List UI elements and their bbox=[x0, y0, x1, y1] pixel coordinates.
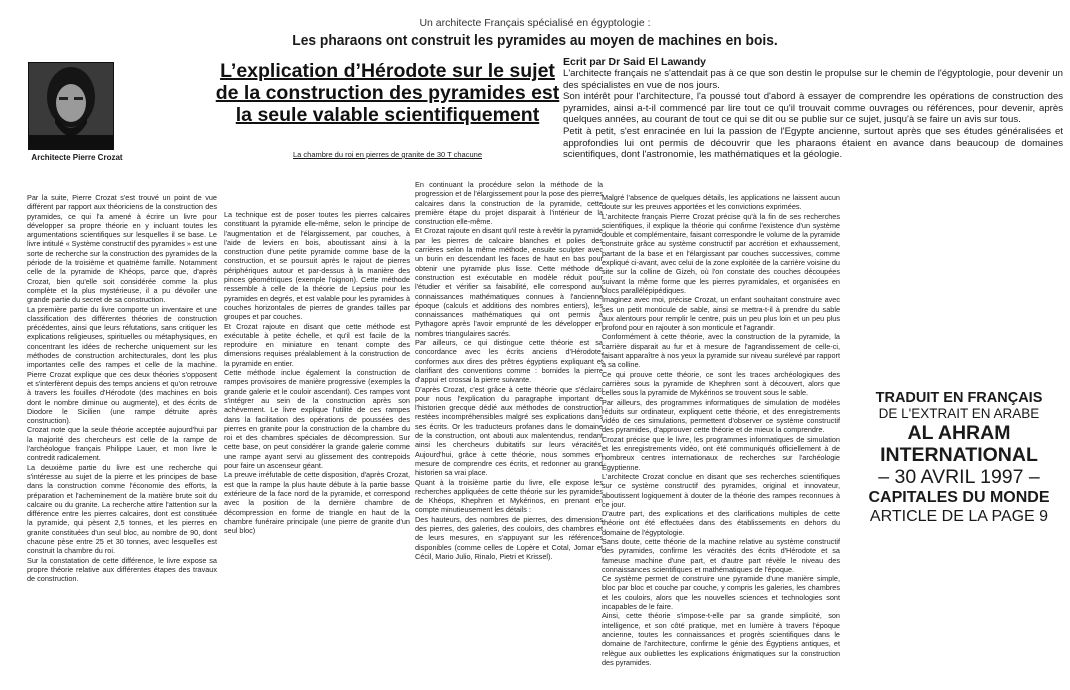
source-publication: AL AHRAM bbox=[907, 422, 1011, 444]
paragraph: La première partie du livre comporte un inventaire et une classification des différentes théories de construction précédentes, ainsi que leurs réfutations, sans critiquer les explications religieuses, spirituelles ou métaphysiques, en concentrant les idées de recherche uniquement sur les méthodes de construction architecturales, dont les plus importantes celle des rampes et celle de la machine. Pierre Crozat explique que ces deux théories s'opposent et s'interfèrent depuis des temps anciens et qu'on retrouve à travers les fouilles d'Hérodote (des machines en bois dont le nombre diminue ou augmente), et des écrits de Diodore le Sicilien (une rampe détruite après construction). bbox=[27, 304, 217, 426]
article-title: L’explication d’Hérodote sur le sujet de la construction des pyramides est la seule valable scientifiquement bbox=[215, 60, 560, 126]
paragraph: Et Crozat rajoute en disant que cette méthode est exécutable à petite échelle, et qu'il est facile de la reproduire en miniature en tenant compte des dimensions requises préalablement à la construction de la pyramide en entier. bbox=[224, 321, 410, 368]
headline: Les pharaons ont construit les pyramides au moyen de machines en bois. bbox=[292, 32, 778, 49]
paragraph: Imaginez avec moi, précise Crozat, un enfant souhaitant construire avec ses un petit monticule de sable, ainsi se mettra-t-il à prendre du sable aux alentours pour remplir le centre, puis un peu plus loin et un peu plus profond pour en rajouter à son monticule et l'agrandir. bbox=[602, 295, 840, 333]
paragraph: Ce système permet de construire une pyramide d'une manière simple, bloc par bloc et couche par couche, y compris les galeries, les chambres et les couloirs, alors que les nouvelles sciences et technologies sont incapables de le faire. bbox=[602, 574, 840, 612]
source-date: – 30 AVRIL 1997 – bbox=[878, 466, 1040, 488]
column-4 bbox=[602, 193, 840, 667]
paragraph: L'architecte Crozat conclue en disant que ses recherches scientifiques sur ce système constructif des pyramides, original et innovateur, aboutissent logiquement à douter de la théorie des rampes reconnues à ce jour. bbox=[602, 471, 840, 509]
paragraph: Des hauteurs, des nombres de pierres, des dimensions des pierres, des galeries, des couloirs, des chambres et de leurs mesures, en s'appuyant sur les références disponibles (comme celles de Lopère et Cotal, Jomar et Cécil, Mario Julio, Rinalo, Pietri et Krissel). bbox=[415, 514, 603, 561]
paragraph: D'autre part, des explications et des clarifications multiples de cette théorie ont été effectuées dans des établissements en dehors du domaine de l'égyptologie. bbox=[602, 509, 840, 537]
paragraph: Cette méthode inclue également la construction de rampes provisoires de manière progressive (exemples la grande galerie et le couloir ascendant). Ces rampes vont s'intégrer au sein de la construction après son achèvement. Le livre explique l'utilité de ces rampes dans la facilitation des opérations de poussées des pierres en granite pour la construction de la chambre du roi et des chambres spéciales de décompression. Sur cette base, on peut considérer la grande galerie comme une rampe ayant servi au glissement des contrepoids pour faire un ascenseur géant. bbox=[224, 368, 410, 471]
column-3 bbox=[415, 180, 603, 561]
paragraph: La preuve irréfutable de cette disposition, d'après Crozat, est que la rampe la plus haute débute à la partie basse extérieure de la face nord de la pyramide, et correspond avec la position de la dernière chambre de décompression en forme de triangle en haut de la chambre funéraire principale (une pierre de granite d'un seul bloc) bbox=[224, 470, 410, 536]
intro-paragraph: Petit à petit, s'est enracinée en lui la passion de l'Egypte ancienne, surtout après que ses études généralisées et approfondies lui ont permis de découvrir que les pharaons étaient en avance dans beaucoup de domaines scientifiques, dont l'astronomie, les mathématiques et la géologie. bbox=[563, 125, 1063, 161]
source-section: CAPITALES DU MONDE bbox=[868, 489, 1050, 506]
intro-paragraph: Son intérêt pour l'architecture, l'a poussé tout d'abord à essayer de comprendre les opérations de construction des pyramides, ainsi a-t-il commencé par lire tout ce qu'il trouvait comme ouvrages ou références, pour devenir, après quelques années, au courant de tout ce qui se dit ou se publie sur ce sujet, jusqu'à se faire un avis sur tous. bbox=[563, 91, 1063, 126]
portrait-photo-icon bbox=[28, 62, 114, 150]
paragraph: Malgré l'absence de quelques détails, les applications ne laissent aucun doute sur les preuves apportées et les convictions exprimées. bbox=[602, 193, 840, 212]
source-page: ARTICLE DE LA PAGE 9 bbox=[869, 508, 1049, 525]
column-1 bbox=[27, 193, 217, 583]
paragraph: Conformément à cette théorie, avec la construction de la pyramide, la carrière disparait au fur et à mesure de l'agrandissement de celle-ci, faisant apparaître à nos yeux la pyramide sur niveau surélevé par rapport à sa colline. bbox=[602, 332, 840, 370]
source-line: DE L'EXTRAIT EN ARABE bbox=[878, 406, 1040, 421]
paragraph: La technique est de poser toutes les pierres calcaires constituant la pyramide elle-même, selon le principe de l'augmentation et de l'élargissement, par couches, à l'aide de leviers en bois, aboutissant ainsi à la construction d'une petite pyramide comme base de la construction, et se poursuit après le rajout de pierres périphériques autour et par-dessus à la manière des pinces géométriques (exemple l'oignon). Cette méthode ressemble à celle de la théorie de Lepsius pour les pyramides en degrés, et est valable pour les pyramides à couches horizontales de pierres de grandes tailles par groupes et par couches. bbox=[224, 210, 410, 322]
paragraph: L'architecte français Pierre Crozat précise qu'à la fin de ses recherches scientifiques, il explique la théorie qui confirme l'existence d'un système double et complémentaire, faisant correspondre le volume de la pyramide construite grâce au système constructif par accrétion et exhaussement, partant de la base et en l'élargissant par couches successives, comme expliqué ci-avant, avec celui de la zone exploitée de la carrière voisine du site sur la colline de Gizeh, où l'on constate des couches découpées suivant la même forme que les pierres pyramidales, et organisées en blocs parallélépipédiques. bbox=[602, 211, 840, 295]
intro-text bbox=[563, 68, 1063, 161]
paragraph: D'après Crozat, c'est grâce à cette théorie que s'éclairci pour nous l'explication du paragraphe important de l'historien grecque dédié aux méthodes de construction restées incompréhensibles malgré ses explications dans ses écrits. Or les traducteurs profanes dans le domaine de la construction, ont abouti aux malentendus, rendant ainsi les chercheurs dubitatifs sur leurs véracités. Aujourd'hui, grâce à cette théorie, nous sommes en mesure de comprendre ces écrits, et redonner au grand historien sa vrai place. bbox=[415, 384, 603, 478]
kicker: Un architecte Français spécialisé en égyptologie : bbox=[419, 17, 651, 29]
paragraph: Par ailleurs, ce qui distingue cette théorie est sa concordance avec les écrits anciens d'Hérodote, conformes aux dires des prêtres égyptiens expliquant et clarifiant des conventions comme : bornides la pierre d'appui et crossai la pierre suivante. bbox=[415, 338, 603, 385]
paragraph: Ce qui prouve cette théorie, ce sont les traces archéologiques des carrières sous la pyramide de Khephren sont à découvert, alors que celles sous la pyramide de Mykérinos se trouvent sous le sable. bbox=[602, 369, 840, 398]
paragraph: Sur la constatation de cette différence, le livre expose sa propre théorie relative aux différentes étapes des travaux de construction. bbox=[27, 555, 217, 584]
intro-paragraph: L'architecte français ne s'attendait pas à ce que son destin le propulse sur le chemin de l'égyptologie, pour devenir un des spécialistes en vue de nos jours. bbox=[563, 68, 1063, 91]
paragraph: Par la suite, Pierre Crozat s'est trouvé un point de vue différent par rapport aux théoriciens de la construction des pyramides, ce qui l'a amené à écrire un livre pour développer sa propre théorie en y incluant toutes les argumentations scientifiques sur lesquelles il se base. Le livre intitulé « Système constructif des pyramides » est une sorte de recherche sur la construction des pyramides de la période de la troisième et quatrième famille. Notamment celle de la pyramide de Khéops, parce que, d'après Crozat, bien qu'elle soit considérée comme la plus complète et la plus mystérieuse, il a pu dévoiler une grande partie du secret de sa construction. bbox=[27, 193, 217, 305]
source-line: TRADUIT EN FRANÇAIS bbox=[875, 390, 1043, 406]
source-box bbox=[848, 390, 1070, 526]
paragraph: Crozat précise que le livre, les programmes informatiques de simulation et les enregistrements vidéo, ont été communiqués officiellement à de nombreux centres internationaux de recherches sur l'archéologie Égyptienne. bbox=[602, 434, 840, 472]
column-2 bbox=[224, 210, 410, 535]
photo-caption: Architecte Pierre Crozat bbox=[31, 153, 123, 162]
paragraph: Par ailleurs, des programmes informatiques de simulation de modèles réduits sur ordinateur, expliquent cette théorie, et des enregistrements vidéo de ces simulations, permettent d'observer ce système constructif des pyramides, d'approuver cette théorie et de mieux la comprendre. bbox=[602, 397, 840, 435]
article-subtitle: La chambre du roi en pierres de granite de 30 T chacune bbox=[292, 150, 482, 159]
paragraph: En continuant la procédure selon la méthode de la progression et de l'élargissement pour la pose des pierres calcaires dans la construction de la pyramide, cette première étape du projet disparait à l'intérieur de la construction elle-même. bbox=[415, 180, 603, 227]
paragraph: Ainsi, cette théorie s'impose-t-elle par sa grande simplicité, son intelligence, et son côté pratique, met en lumière à travers l'époque ancienne, toutes les connaissances et progrès scientifiques dans le domaine de l'architecture, confirme le génie des Égyptiens antiques, et relègue aux oubliettes les explications énigmatiques sur la construction des pyramides. bbox=[602, 611, 840, 667]
source-publication: INTERNATIONAL bbox=[880, 444, 1038, 466]
paragraph: Crozat note que la seule théorie acceptée aujourd'hui par la majorité des chercheurs est celle de la rampe de l'archéologue français Philippe Lauer, et mon livre le contredit radicalement. bbox=[27, 425, 217, 463]
byline: Ecrit par Dr Said El Lawandy bbox=[563, 56, 706, 68]
paragraph: La deuxième partie du livre est une recherche qui s'intéresse au sujet de la pierre et les principes de base dans la construction comme l'économie des efforts, la préparation et l'acheminement de la matière brute soit du calcaire ou du granite. La recherche attire l'attention sur la différence entre les pierres calcaires, dont est constituée la pyramide, qui pèsent 2,5 tonnes, et les pierres en granite constituées d'un seul bloc, au nombre de 90, dont chacune pèse entre 25 et 30 tonnes, avec lesquelles est construit la chambre du roi. bbox=[27, 462, 217, 556]
paragraph: Et Crozat rajoute en disant qu'il reste à revêtir la pyramide par les pierres de calcaire blanches et polies des carrières selon la même méthode, ensuite sculpter avec un burin en descendant les faces de haut en bas pour obtenir une pyramide plus lisse. Cette méthode de construction est exécutable en modèle réduit pour l'étudier et vérifier sa faisabilité, elle correspond aux connaissances mathématiques connues à l'ancienne époque (calculs et additions des nombres entiers), les connaissances mathématiques qui ont permis à Pythagore après l'avoir emprunté de les développer en nombres triangulaires sacrés. bbox=[415, 226, 603, 338]
paragraph: Quant à la troisième partie du livre, elle expose les recherches appliquées de cette théorie sur les pyramides de Khéops, Khephren et Mykérinos, en prenant en compte minutieusement les détails : bbox=[415, 477, 603, 515]
paragraph: Sans doute, cette théorie de la machine relative au système constructif des pyramides, confirme les véracités des écrits d'Hérodote et sa fameuse machine d'une part, et d'autre part révèle le niveau des connaissances scientifiques et mathématiques de l'époque. bbox=[602, 536, 840, 574]
